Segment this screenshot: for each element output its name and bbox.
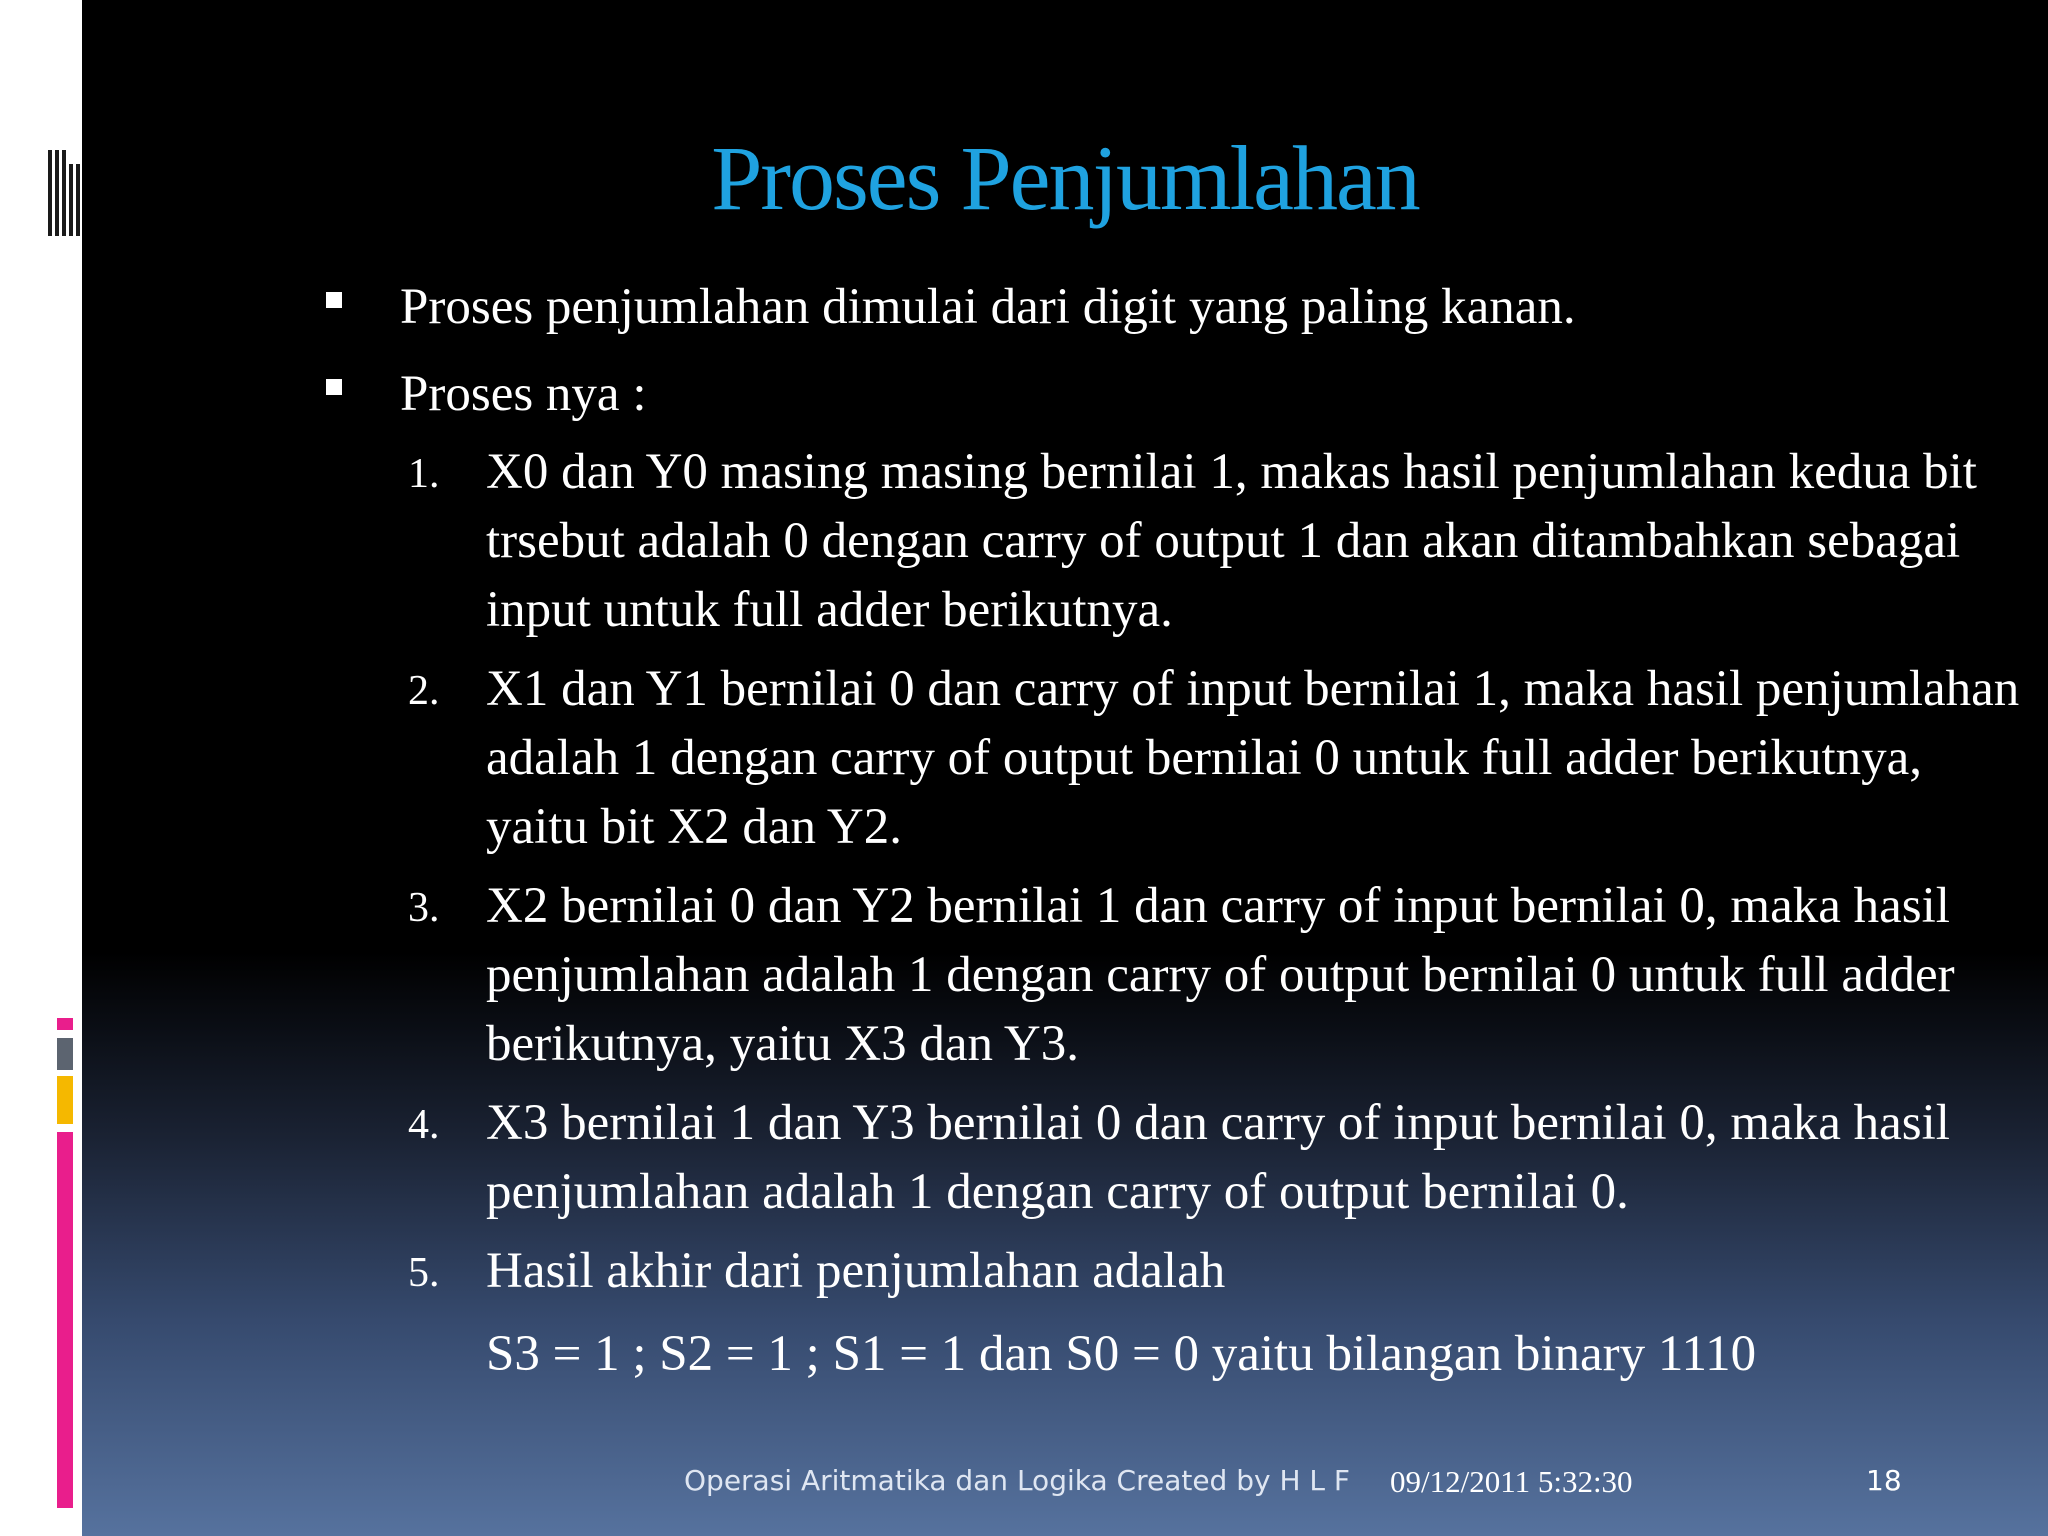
footer-date: 09/12/2011 5:32:30: [1390, 1464, 1633, 1499]
bullet-text: Proses nya :: [400, 366, 647, 422]
step-text: X1 dan Y1 bernilai 0 dan carry of input bernilai 1, maka hasil penjumlahan adalah 1 dengan carry of output bernilai 0 untuk full adder berikutnya, yaitu bit X2 dan Y2.: [486, 661, 2020, 855]
step-text: Hasil akhir dari penjumlahan adalah: [486, 1243, 1226, 1299]
bullet-text: Proses penjumlahan dimulai dari digit yang paling kanan.: [400, 279, 1576, 335]
step-text: X3 bernilai 1 dan Y3 bernilai 0 dan carry of input bernilai 0, maka hasil penjumlahan adalah 1 dengan carry of output bernilai 0.: [486, 1095, 1950, 1220]
step-text: X0 dan Y0 masing masing bernilai 1, makas hasil penjumlahan kedua bit trsebut adalah 0 dengan carry of output 1 dan akan ditambahkan sebagai input untuk full adder berikutnya.: [486, 444, 1977, 638]
step-item: [322, 872, 2022, 1079]
step-number: 5.: [408, 1250, 440, 1296]
numbered-steps: [322, 438, 2022, 1399]
bullet-square-icon: [326, 379, 342, 395]
footer-title: Operasi Aritmatika dan Logika Created by H L F: [684, 1464, 1351, 1497]
slide: [82, 0, 2048, 1536]
accent-bar-slate: [57, 1038, 73, 1070]
bullet-list: [232, 272, 1992, 446]
step-text: X2 bernilai 0 dan Y2 bernilai 1 dan carry of input bernilai 0, maka hasil penjumlahan adalah 1 dengan carry of output bernilai 0 untuk full adder berikutnya, yaitu X3 dan Y3.: [486, 878, 1955, 1072]
step-item: [322, 1089, 2022, 1227]
sidebar-decoration: [0, 0, 82, 1536]
result-line: S3 = 1 ; S2 = 1 ; S1 = 1 dan S0 = 0 yaitu bilangan binary 1110: [486, 1326, 1757, 1382]
accent-bar-gold: [57, 1076, 73, 1124]
step-item: [322, 438, 2022, 645]
step-number: 4.: [408, 1102, 440, 1148]
barcode-decoration: [48, 150, 82, 236]
bullet-square-icon: [326, 292, 342, 308]
accent-bar-pink-top: [57, 1018, 73, 1030]
step-number: 1.: [408, 451, 440, 497]
slide-title: Proses Penjumlahan: [711, 127, 1419, 229]
step-item: [322, 655, 2022, 862]
page-number: 18: [1866, 1464, 1902, 1497]
bullet-item: [232, 359, 1992, 429]
accent-bar-pink: [57, 1132, 73, 1508]
step-number: 3.: [408, 885, 440, 931]
bullet-item: [232, 272, 1992, 342]
step-number: 2.: [408, 668, 440, 714]
step-item: [322, 1237, 2022, 1389]
